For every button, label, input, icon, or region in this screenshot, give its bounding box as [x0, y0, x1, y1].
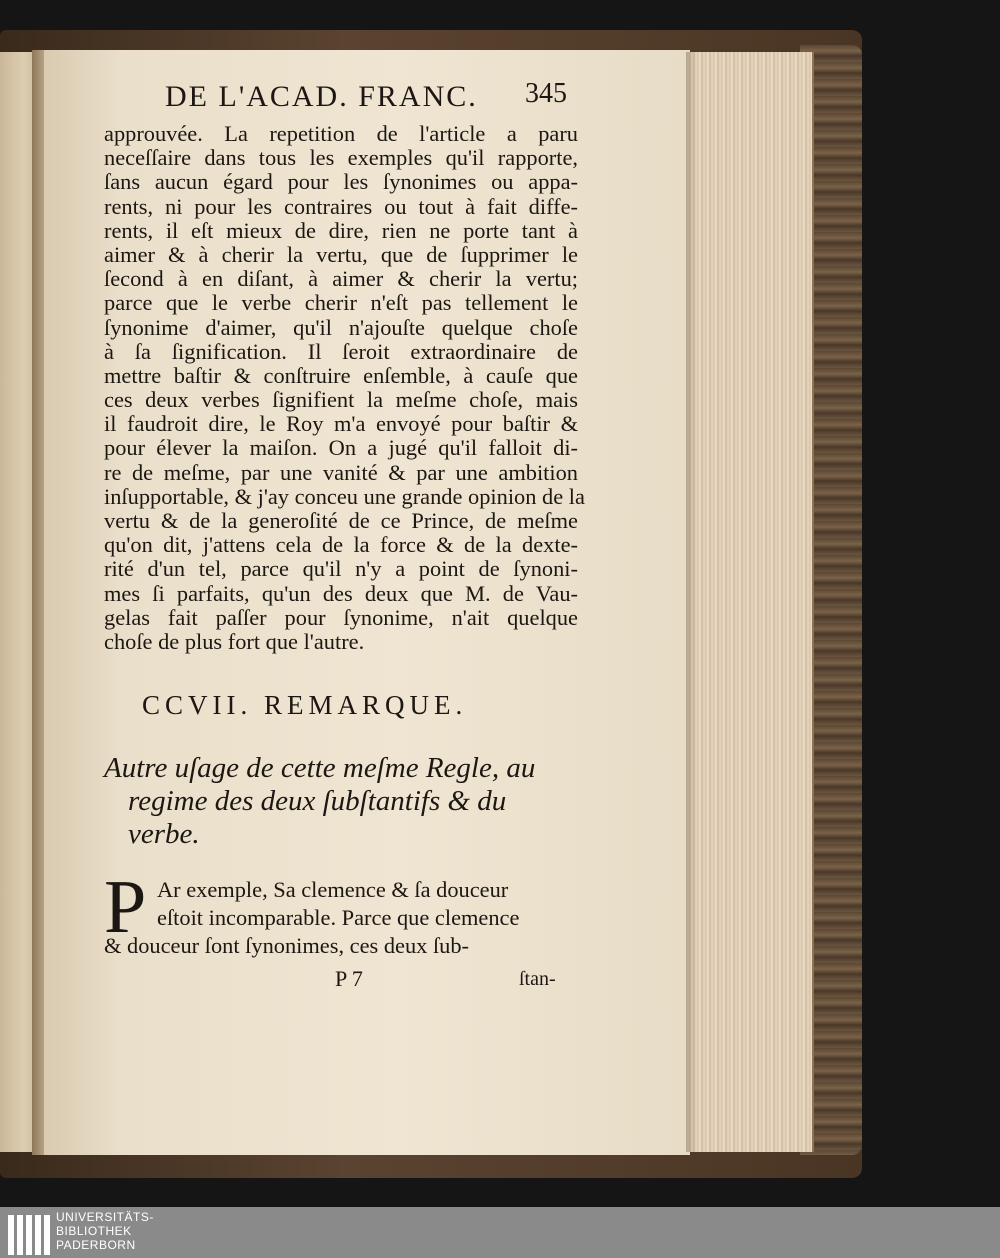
signature-mark: P 7 — [335, 966, 363, 991]
body-text — [104, 121, 585, 654]
remark-title — [104, 752, 578, 851]
text-line: Ar exemple, Sa clemence & ſa douceur — [157, 877, 509, 902]
text-line: il faudroit dire, le Roy m'a envoyé pour baſtir & — [104, 411, 578, 437]
drop-cap: P — [104, 865, 147, 949]
remark-title-line: verbe. — [128, 818, 200, 850]
page-number: 345 — [525, 78, 567, 109]
text-line: vertu & de la generoſité de ce Prince, de meſme — [104, 508, 578, 533]
remark-heading: CCVII. REMARQUE. — [142, 690, 468, 720]
text-line: à ſa ſignification. Il ſeroit extraordinaire de — [104, 338, 578, 364]
text-line: eſtoit incomparable. Parce que clemence — [157, 905, 520, 930]
text-line: ſecond à en diſant, à aimer & cherir la vertu; — [104, 266, 578, 292]
library-footer — [0, 1207, 1000, 1258]
page-block-edges — [688, 52, 814, 1152]
library-name — [56, 1210, 154, 1252]
text-line: pour élever la maiſon. On a jugé qu'il falloit di- — [104, 435, 578, 461]
text-line: neceſſaire dans tous les exemples qu'il rapporte, — [104, 145, 578, 171]
text-line: rents, ni pour les contraires ou tout à fait diffe- — [104, 193, 578, 219]
text-line: ſans aucun égard pour les ſynonimes ou appa- — [104, 169, 578, 195]
remark-title-line: Autre uſage de cette meſme Regle, au — [104, 752, 536, 784]
page-edge-shadow — [686, 52, 696, 1152]
running-head-title: DE L'ACAD. FRANC. — [165, 80, 478, 113]
running-head — [165, 80, 585, 116]
text-line: rité d'un tel, parce qu'il n'y a point de ſynoni- — [104, 556, 578, 582]
text-line: ſynonime d'aimer, qu'il n'ajouſte quelque choſe — [104, 314, 578, 340]
text-line: gelas fait paſſer pour ſynonime, n'ait quelque — [104, 604, 578, 630]
text-line: aimer & à cherir la vertu, que de ſupprimer le — [104, 241, 578, 267]
remark-title-line: regime des deux ſubſtantifs & du — [128, 785, 507, 817]
text-line: ces deux verbes ſignifient la meſme choſe, mais — [104, 387, 578, 413]
text-line: & douceur ſont ſynonimes, ces deux ſub- — [104, 933, 470, 958]
text-line: qu'on dit, j'attens cela de la force & de la dexte- — [104, 532, 578, 558]
paragraph-text — [104, 876, 578, 960]
text-line: inſupportable, & j'ay conceu une grande opinion de la — [104, 483, 585, 509]
text-line: rents, il eſt mieux de dire, rien ne porte tant à — [104, 217, 578, 243]
library-name-line: BIBLIOTHEK — [56, 1224, 132, 1238]
catchword: ſtan- — [519, 968, 556, 990]
text-line: choſe de plus fort que l'autre. — [104, 628, 365, 654]
library-name-line: UNIVERSITÄTS- — [56, 1210, 154, 1224]
text-line: mes ſi parfaits, qu'un des deux que M. de Vau- — [104, 580, 578, 606]
text-line: mettre baſtir & conſtruire enſemble, à cauſe que — [104, 362, 578, 388]
text-line: approuvée. La repetition de l'article a paru — [104, 121, 578, 146]
library-logo-icon — [8, 1211, 50, 1255]
text-line: re de meſme, par une vanité & par une ambition — [104, 459, 578, 485]
text-line: parce que le verbe cherir n'eſt pas tellement le — [104, 290, 578, 316]
library-name-line: PADERBORN — [56, 1238, 136, 1252]
